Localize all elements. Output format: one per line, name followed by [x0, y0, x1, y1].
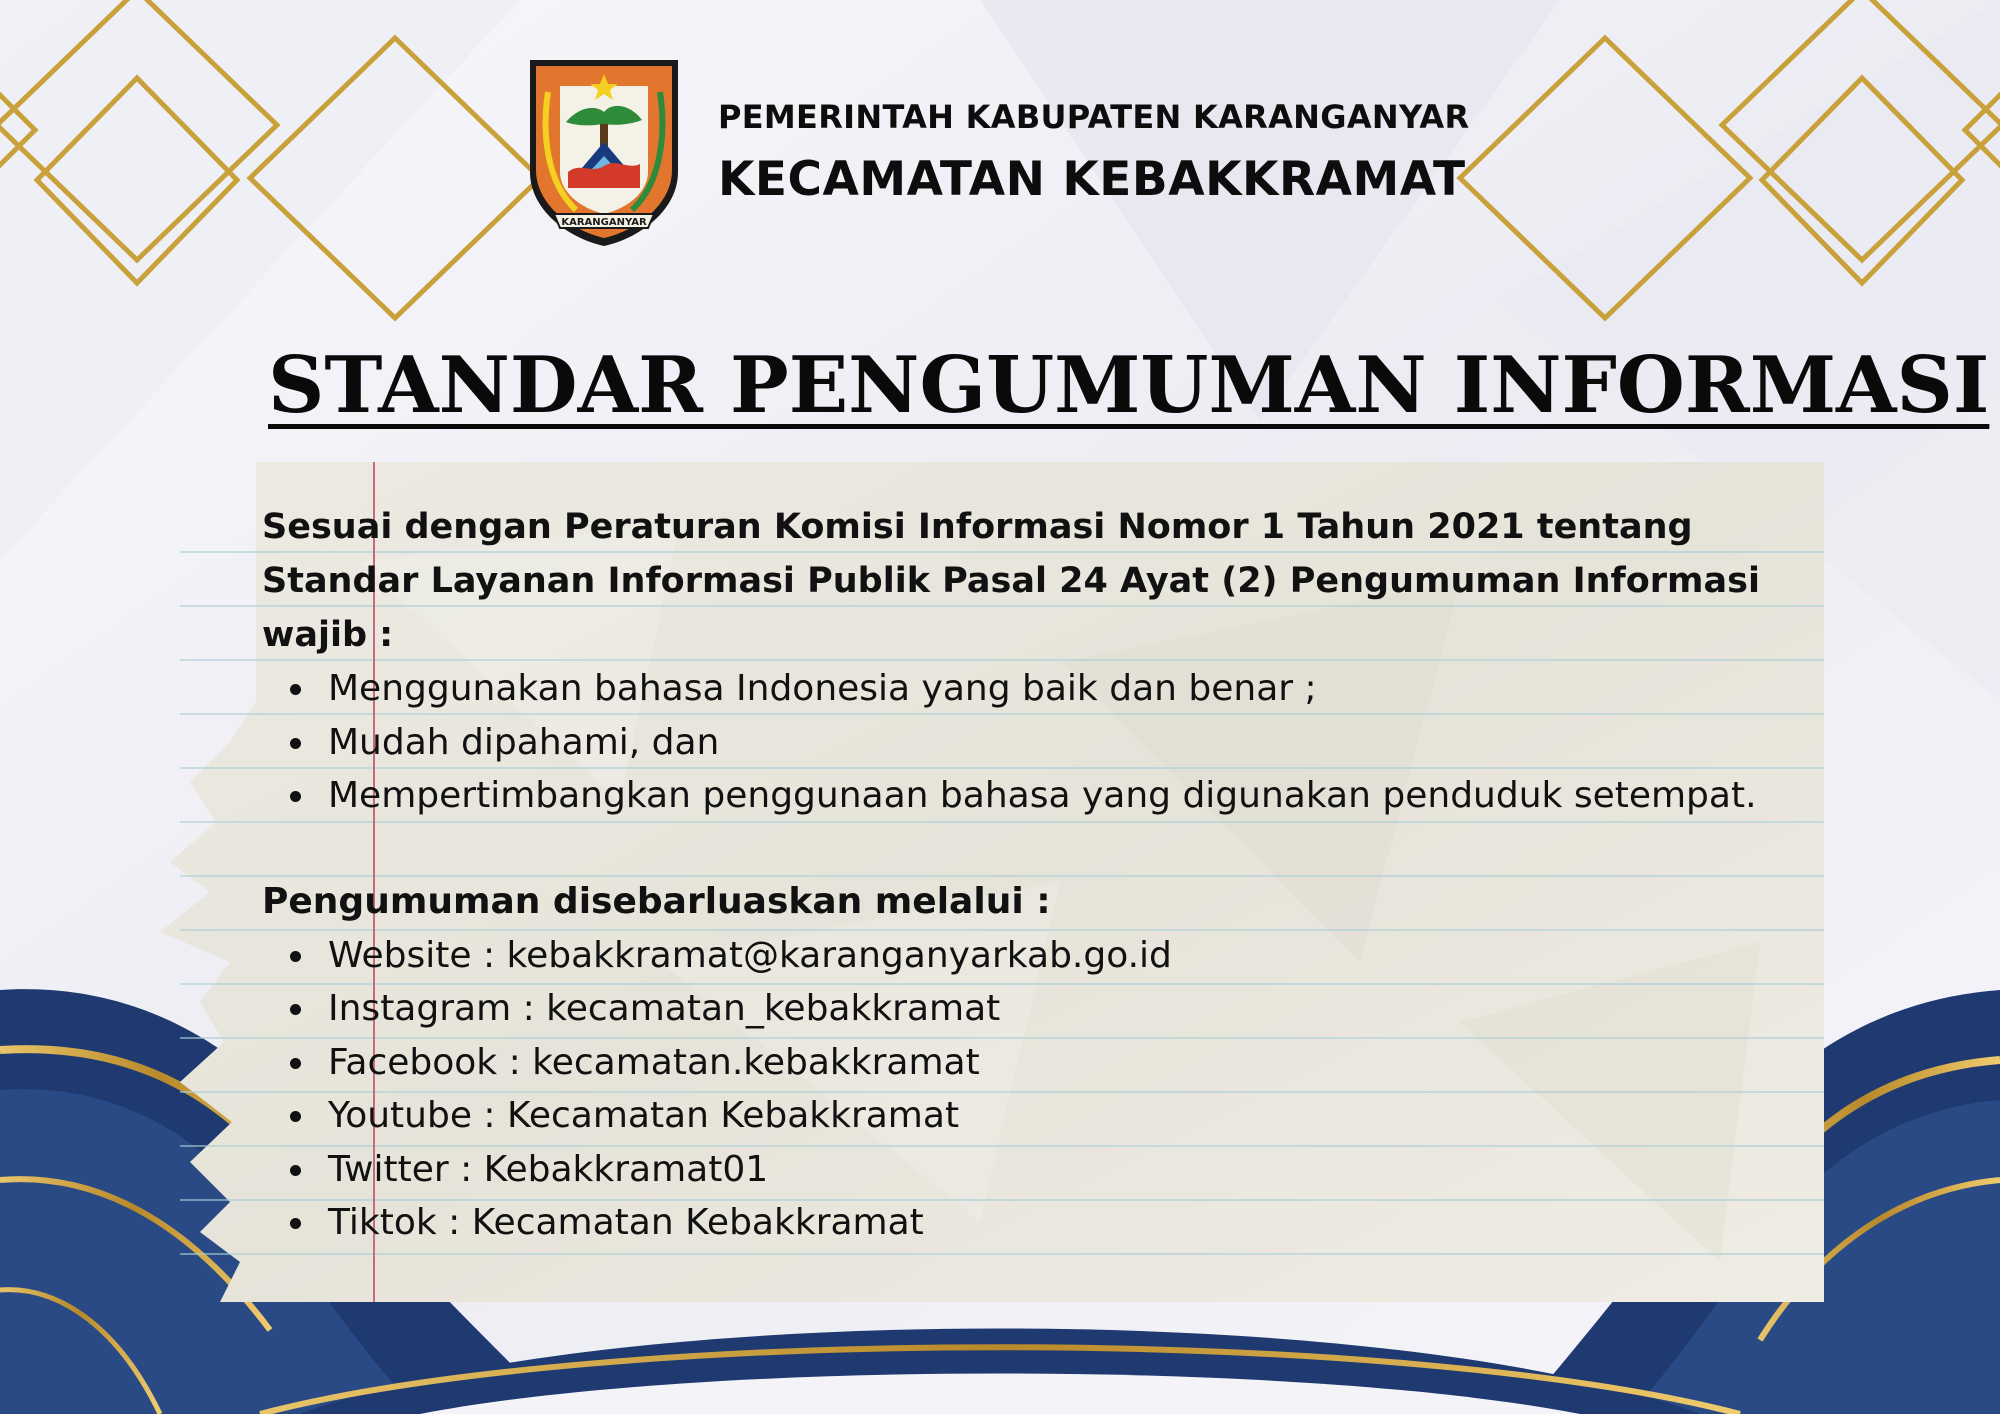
channels-heading: Pengumuman disebarluaskan melalui : [262, 880, 1051, 922]
intro-paragraph: Sesuai dengan Peraturan Komisi Informasi Nomor 1 Tahun 2021 tentang Standar Layanan Informasi Publik Pasal 24 Ayat (2) Pengumuman Informasi wajib : [262, 507, 1760, 655]
bullet-icon [290, 1218, 301, 1229]
list-item [262, 1143, 1762, 1197]
channel-instagram: Instagram : kecamatan_kebakkramat [328, 988, 1001, 1029]
announcement-content [262, 500, 1762, 1250]
list-item [262, 982, 1762, 1036]
list-item [262, 1089, 1762, 1143]
bullet-icon [290, 1165, 301, 1176]
channel-youtube: Youtube : Kecamatan Kebakkramat [328, 1095, 960, 1136]
requirement-text: Mempertimbangkan penggunaan bahasa yang digunakan penduduk setempat. [328, 775, 1757, 816]
requirement-text: Mudah dipahami, dan [328, 721, 720, 763]
karanganyar-emblem-icon [520, 52, 688, 248]
bullet-icon [290, 1004, 301, 1015]
requirement-text: Menggunakan bahasa Indonesia yang baik dan benar ; [328, 668, 1317, 709]
bullet-icon [290, 791, 301, 802]
list-item [262, 662, 1762, 716]
channel-website: Website : kebakkramat@karanganyarkab.go.id [328, 934, 1172, 976]
header [520, 52, 1480, 252]
org-name-line1: PEMERINTAH KABUPATEN KARANGANYAR [718, 98, 1470, 136]
bullet-icon [290, 951, 301, 962]
requirements-list [262, 662, 1762, 823]
list-item [262, 1036, 1762, 1090]
list-item [262, 769, 1762, 823]
list-item [262, 929, 1762, 983]
list-item [262, 716, 1762, 770]
logo-caption: KARANGANYAR [561, 217, 647, 228]
org-name-line2: KECAMATAN KEBAKKRAMAT [718, 152, 1466, 207]
bullet-icon [290, 738, 301, 749]
bullet-icon [290, 1111, 301, 1122]
list-item [262, 1196, 1762, 1250]
bullet-icon [290, 1058, 301, 1069]
channels-list [262, 929, 1762, 1250]
channel-tiktok: Tiktok : Kecamatan Kebakkramat [328, 1202, 924, 1243]
channel-twitter: Twitter : Kebakkramat01 [328, 1148, 769, 1190]
page-title: STANDAR PENGUMUMAN INFORMASI [268, 340, 1990, 431]
bullet-icon [290, 684, 301, 695]
channel-facebook: Facebook : kecamatan.kebakkramat [328, 1041, 980, 1083]
